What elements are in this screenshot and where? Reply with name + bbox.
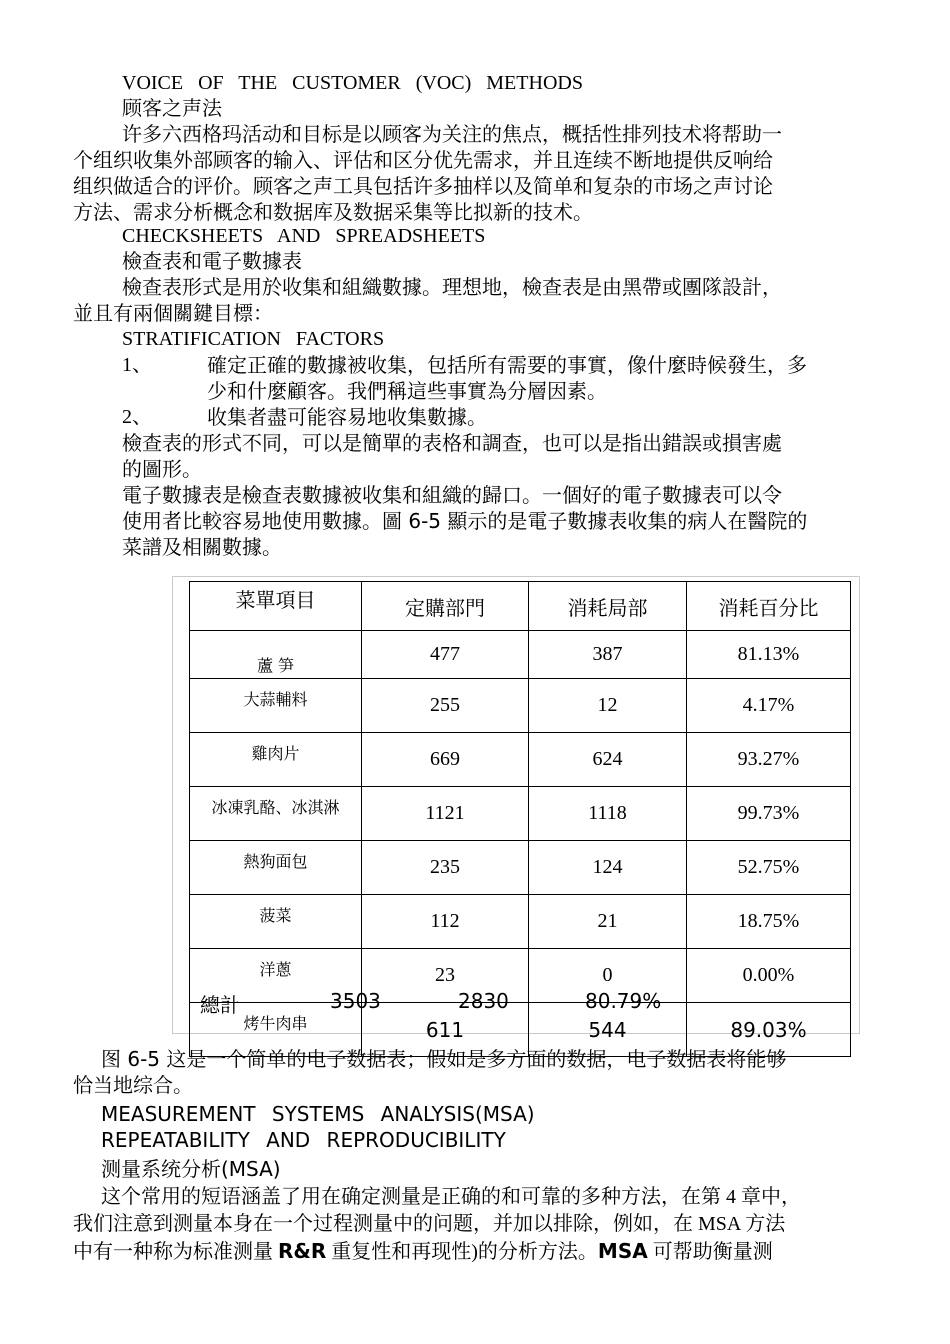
table-row <box>190 787 851 841</box>
stratification-heading: STRATIFICATION FACTORS <box>122 328 385 350</box>
totals-percent: 80.79% <box>585 989 662 1013</box>
list-item-line: 少和什麼顧客。我們稱這些事實為分層因素。 <box>207 379 607 403</box>
table-cell: 89.03% <box>687 1003 851 1057</box>
table-cell: 235 <box>362 841 529 895</box>
table-header-row <box>190 582 851 631</box>
msa-heading: MEASUREMENT SYSTEMS ANALYSIS(MSA) <box>101 1102 535 1126</box>
msa-text: 可帮助衡量测 <box>647 1241 773 1263</box>
table-cell: 洋蔥 <box>190 949 362 1003</box>
checksheets-paragraph-line: 的圖形。 <box>122 457 202 481</box>
column-header: 消耗百分比 <box>687 582 851 631</box>
table-row <box>190 841 851 895</box>
msa-text: 重复性和再现性)的分析方法。 <box>326 1241 598 1263</box>
table-cell: 0.00% <box>687 949 851 1003</box>
table-cell: 624 <box>529 733 687 787</box>
list-item-line: 確定正確的數據被收集，包括所有需要的事實，像什麼時候發生，多 <box>207 353 807 377</box>
table-cell: 611 <box>362 1003 529 1057</box>
table-cell: 1118 <box>529 787 687 841</box>
column-header: 菜單項目 <box>190 582 362 631</box>
table-cell: 255 <box>362 679 529 733</box>
totals-ordered: 3503 <box>330 989 381 1013</box>
table-row <box>190 733 851 787</box>
spreadsheet-paragraph-line: 菜譜及相關數據。 <box>122 535 282 559</box>
table-row <box>190 631 851 679</box>
rr-bold-text: R&R <box>278 1239 327 1263</box>
table-cell: 544 <box>529 1003 687 1057</box>
table-cell: 477 <box>362 631 529 679</box>
msa-bold-text: MSA <box>597 1239 648 1263</box>
spreadsheet-text: 使用者比較容易地使用數據。 <box>122 509 382 533</box>
voc-paragraph-line: 个组织收集外部顾客的输入、评估和区分优先需求，并且连续不断地提供反响给 <box>73 150 773 172</box>
msa-text: 中有一种称为标准测量 <box>73 1241 278 1263</box>
table-cell: 23 <box>362 949 529 1003</box>
table-cell: 大蒜輔料 <box>190 679 362 733</box>
table-row <box>190 895 851 949</box>
table-cell: 雞肉片 <box>190 733 362 787</box>
msa-paragraph-line: 我们注意到测量本身在一个过程测量中的问题，并加以排除，例如，在 MSA 方法 <box>73 1213 786 1235</box>
column-header: 消耗局部 <box>529 582 687 631</box>
table-cell: 124 <box>529 841 687 895</box>
table-cell: 99.73% <box>687 787 851 841</box>
msa-subheading: 测量系统分析(MSA) <box>101 1157 281 1181</box>
table-cell: 52.75% <box>687 841 851 895</box>
voc-paragraph-line: 许多六西格玛活动和目标是以顾客为关注的焦点，概括性排列技术将帮助一 <box>122 124 782 146</box>
list-number: 1、 <box>122 354 152 376</box>
column-header: 定購部門 <box>362 582 529 631</box>
table-cell: 4.17% <box>687 679 851 733</box>
checksheets-paragraph-line: 檢查表形式是用於收集和組織數據。理想地，檢查表是由黑帶或團隊設計， <box>122 275 782 299</box>
table-cell: 菠菜 <box>190 895 362 949</box>
voc-subheading: 顾客之声法 <box>122 98 222 120</box>
table-cell: 669 <box>362 733 529 787</box>
checksheets-paragraph-line: 檢查表的形式不同，可以是簡單的表格和調查，也可以是指出錯誤或損害處 <box>122 431 782 455</box>
voc-heading: VOICE OF THE CUSTOMER (VOC) METHODS <box>122 72 583 94</box>
totals-label: 總計 <box>200 993 240 1017</box>
table-cell: 熱狗面包 <box>190 841 362 895</box>
spreadsheet-text: 圖 6-5 顯示的是電子數據表收集的病人在醫院的 <box>382 509 808 533</box>
table-cell: 93.27% <box>687 733 851 787</box>
msa-paragraph-line <box>73 1238 773 1265</box>
voc-paragraph-line: 组织做适合的评价。顾客之声工具包括许多抽样以及简单和复杂的市场之声讨论 <box>73 176 773 198</box>
table-cell: 18.75% <box>687 895 851 949</box>
table-row <box>190 679 851 733</box>
list-item-line: 收集者盡可能容易地收集數據。 <box>207 405 487 429</box>
table-cell: 112 <box>362 895 529 949</box>
table-row <box>190 949 851 1003</box>
table-cell: 1121 <box>362 787 529 841</box>
table-cell: 21 <box>529 895 687 949</box>
table-cell: 81.13% <box>687 631 851 679</box>
figure-caption-line: 恰当地综合。 <box>73 1073 193 1097</box>
spreadsheet-paragraph-line <box>122 508 807 535</box>
checksheets-paragraph-line: 並且有兩個關鍵目標： <box>73 301 273 325</box>
list-number: 2、 <box>122 406 152 428</box>
totals-consumed: 2830 <box>458 989 509 1013</box>
table-cell: 0 <box>529 949 687 1003</box>
table-cell: 12 <box>529 679 687 733</box>
spreadsheet-paragraph-line: 電子數據表是檢查表數據被收集和組織的歸口。一個好的電子數據表可以令 <box>122 483 782 507</box>
table-cell: 387 <box>529 631 687 679</box>
checksheets-subheading: 檢查表和電子數據表 <box>122 249 302 273</box>
table-cell: 冰凍乳酪、冰淇淋 <box>190 787 362 841</box>
voc-paragraph-line: 方法、需求分析概念和数据库及数据采集等比拟新的技术。 <box>73 202 593 224</box>
checksheets-heading: CHECKSHEETS AND SPREADSHEETS <box>122 225 486 247</box>
table-cell: 蘆 笋 <box>190 631 362 679</box>
menu-spreadsheet-table <box>189 581 851 1057</box>
rr-heading: REPEATABILITY AND REPRODUCIBILITY <box>101 1128 506 1152</box>
msa-paragraph-line: 这个常用的短语涵盖了用在确定测量是正确的和可靠的多种方法，在第 4 章中， <box>101 1186 801 1208</box>
table-cell: 烤牛肉串 <box>190 1003 362 1057</box>
figure-caption-line: 图 6-5 这是一个简单的电子数据表；假如是多方面的数据，电子数据表将能够 <box>101 1047 787 1071</box>
